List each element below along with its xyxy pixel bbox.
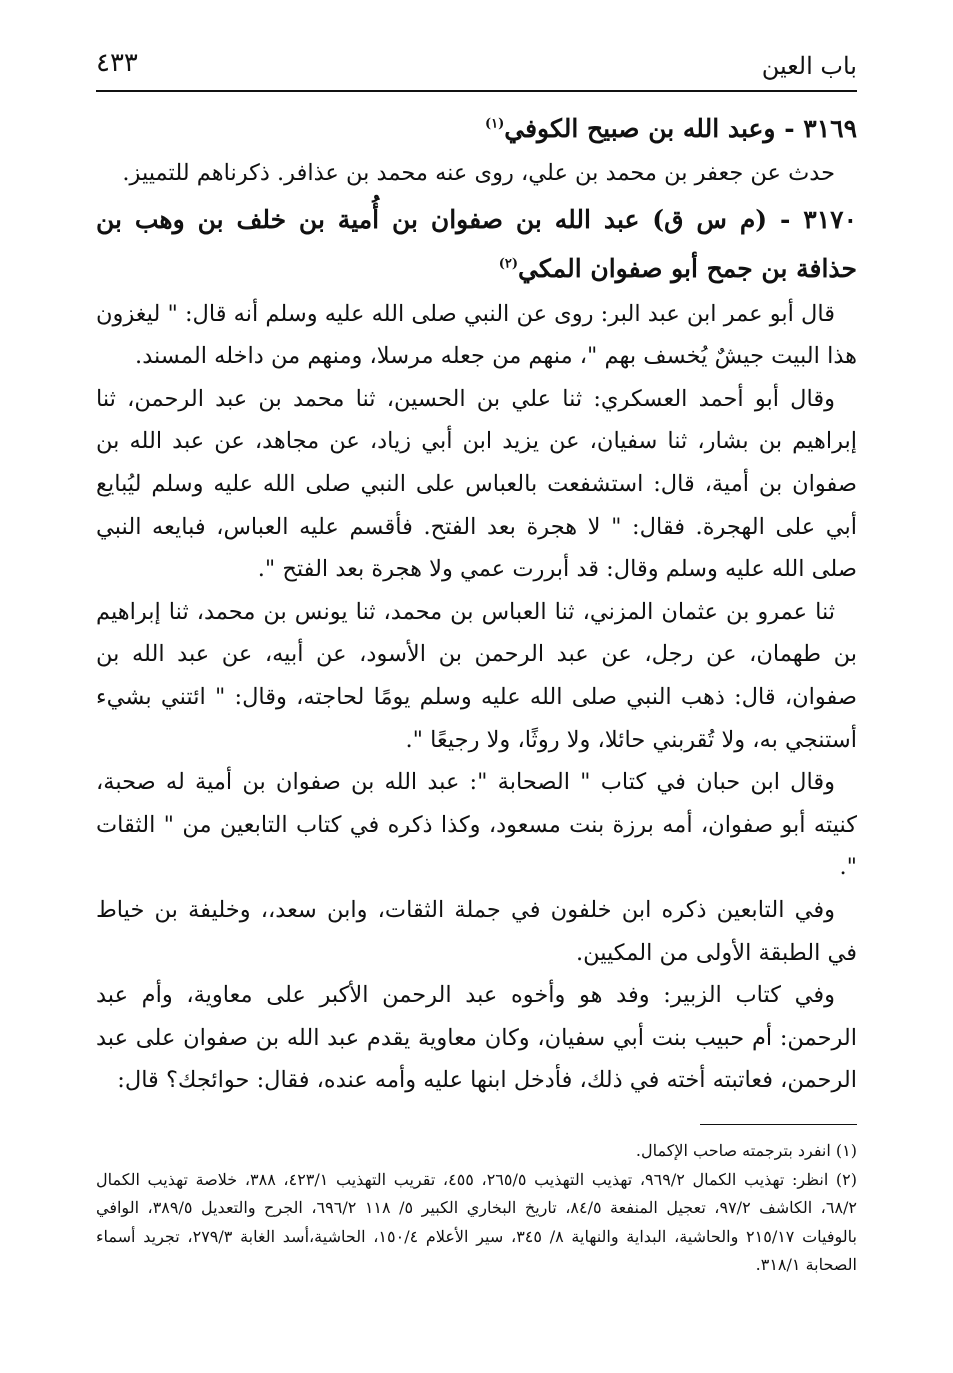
page-number: ٤٣٣ <box>96 48 138 78</box>
paragraph: وقال أبو أحمد العسكري: ثنا علي بن الحسين، ثنا محمد بن عبد الرحمن، ثنا إبراهيم بن بشار، ثنا سفيان، عن يزيد ابن أبي زياد، عن مجاهد، عن عبد الله بن صفوان بن أمية، قال: استشفعت بالعباس على النبي صلى الله عليه وسلم ليُبايع أبي على الهجرة. فقال: " لا هجرة بعد الفتح. فأقسم عليه العباس، فبايعه النبي صلى الله عليه وسلم وقال: قد أبررت عمي ولا هجرة بعد الفتح ". <box>96 385 857 583</box>
entry-title <box>96 195 857 293</box>
paragraph: وفي التابعين ذكره ابن خلفون في جملة الثقات، وابن سعد،، وخليفة بن خياط في الطبقة الأولى من المكيين. <box>96 896 857 966</box>
footnote: (٢) انظر: تهذيب الكمال ٩٦٩/٢، تهذيب التهذيب ٢٦٥/٥، ٤٥٥، تقريب التهذيب ٤٢٣/١، ٣٨٨، خلاصة تهذيب الكمال ٦٨/٢، الكاشف ٩٧/٢، تعجيل المنفعة ٨٤/٥، تاريخ البخاري الكبير ٥/ ١١٨ ٦٩٦/٢، الجرح والتعديل ٣٨٩/٥، الوافي بالوفيات ٢١٥/١٧ والحاشية، البداية والنهاية ٨/ ٣٤٥، سير الأعلام ١٥٠/٤، الحاشية،أسد الغابة ٢٧٩/٣، تجريد أسماء الصحابة ٣١٨/١. <box>96 1169 858 1274</box>
entry-title-text: ٣١٧٠ - (م س ق) عبد الله بن صفوان بن أُمية بن خلف بن وهب بن حذافة بن جمح أبو صفوان المكي <box>96 204 857 283</box>
paragraph: قال أبو عمر ابن عبد البر: روى عن النبي صلى الله عليه وسلم أنه قال: " ليغزون هذا البيت جيشٌ يُخسف بهم "، منهم من جعله مرسلا، ومنهم من داخله المسند. <box>96 300 857 370</box>
main-text <box>96 106 857 1102</box>
page-header <box>96 44 857 92</box>
footnote-ref: (١) <box>484 116 505 132</box>
footnote-ref: (٢) <box>498 256 518 272</box>
chapter-title: باب العين <box>761 52 857 80</box>
paragraph: ثنا عمرو بن عثمان المزني، ثنا العباس بن محمد، ثنا يونس بن محمد، ثنا إبراهيم بن طهمان، عن رجل، عن عبد الرحمن بن الأسود، عن أبيه، عن عبد الله بن صفوان، قال: ذهب النبي صلى الله عليه وسلم يومًا لحاجته، وقال: " ائتني بشيء أستنجي به، ولا تُقربني حائلا، ولا روثًا، ولا رجيعًا ". <box>96 598 857 753</box>
footnotes <box>96 1137 857 1280</box>
paragraph: وفي كتاب الزبير: وفد هو وأخوه عبد الرحمن الأكبر على معاوية، وأم عبد الرحمن: أم حبيب بنت أبي سفيان، وكان معاوية يقدم عبد الله بن صفوان على عبد الرحمن، فعاتبته أخته في ذلك، فأدخل ابنها عليه وأمه عنده، فقال: حوائجك؟ قال: <box>96 982 857 1094</box>
entry-title <box>96 106 857 152</box>
footnote: (١) انفرد بترجمته صاحب الإكمال. <box>635 1141 857 1160</box>
entry-title-text: ٣١٦٩ - وعبد الله بن صبيح الكوفي <box>504 114 857 143</box>
paragraph: حدث عن جعفر بن محمد بن علي، روى عنه محمد بن عذافر. ذكرناهم للتمييز. <box>122 160 835 186</box>
footnote-divider <box>700 1124 857 1125</box>
paragraph: وقال ابن حبان في كتاب " الصحابة ": عبد الله بن صفوان بن أمية له صحبة، كنيته أبو صفوان، أمه برزة بنت مسعود، وكذا ذكره في كتاب التابعين من " الثقات ". <box>96 769 857 881</box>
